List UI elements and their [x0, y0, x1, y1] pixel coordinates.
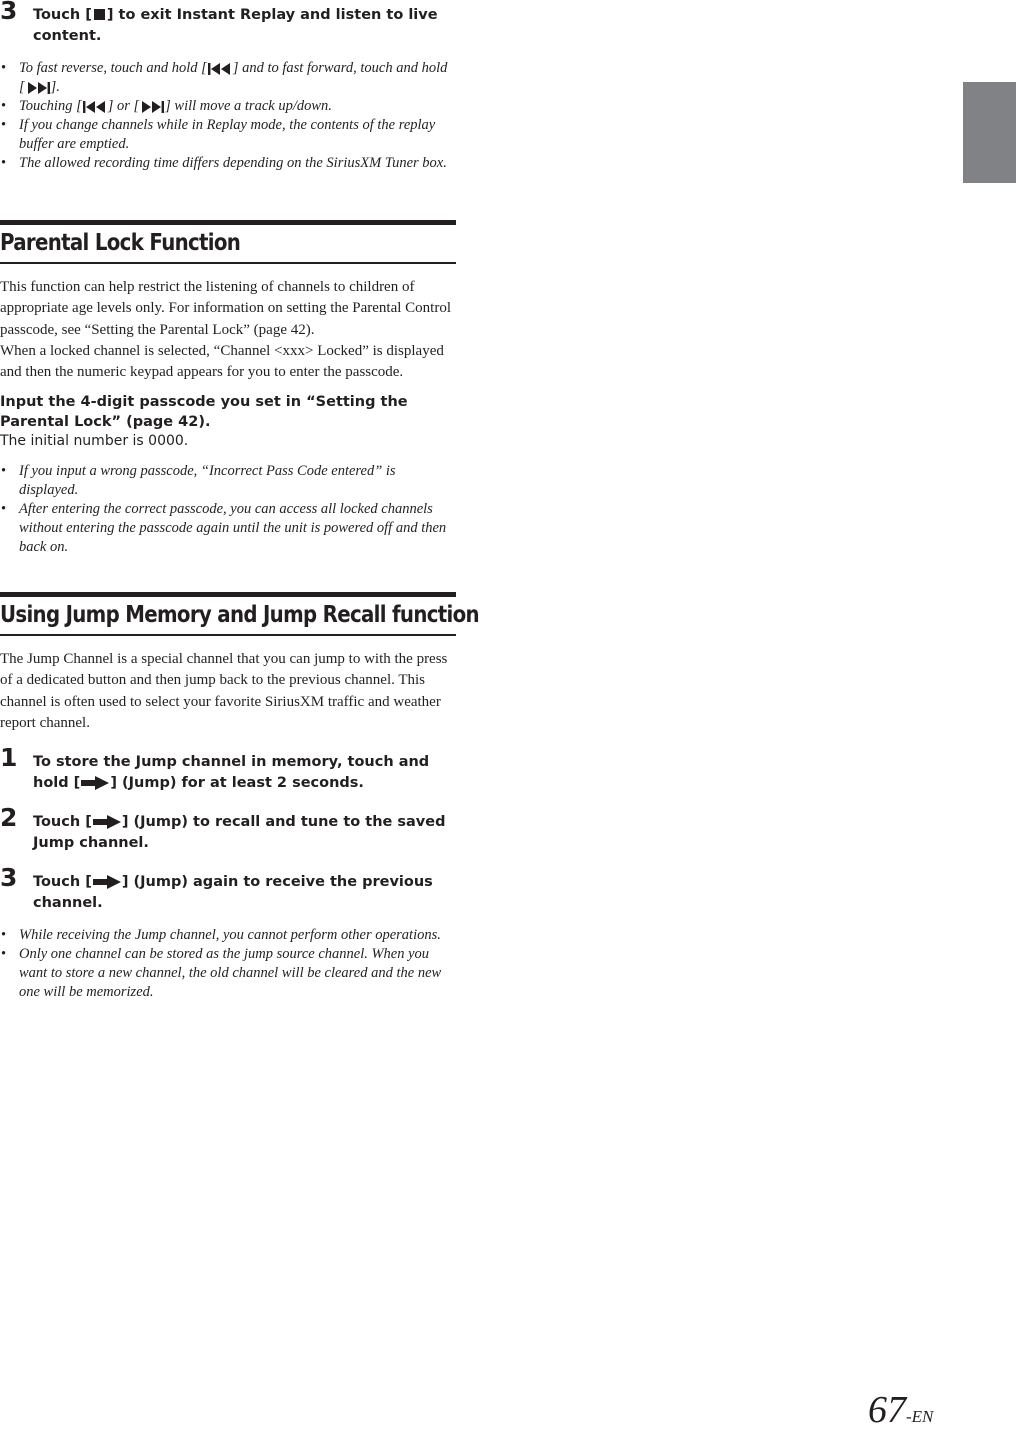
jump-body [0, 649, 456, 734]
side-tab [963, 82, 1016, 183]
step-number: 2 [0, 803, 18, 832]
jump-step-3 [0, 863, 456, 914]
fast-forward-icon [25, 81, 51, 95]
step-text-before: Touch [ [33, 874, 92, 890]
bullet-text: ] will move a track up/down. [165, 98, 332, 114]
jump-arrow-icon [80, 775, 110, 791]
bullet-text: While receiving the Jump channel, you cannot perform other operations. [19, 927, 441, 943]
step-text-after: ] (Jump) again to receive the previous channel. [33, 874, 433, 911]
bullet-text: ] or [ [107, 98, 140, 114]
jump-step-2 [0, 803, 456, 854]
bullet-wrong-passcode: • If you input a wrong passcode, “Incorrect Pass Code entered” is displayed. [1, 463, 396, 499]
rewind-icon [82, 100, 108, 114]
bullet-one-channel: • Only one channel can be stored as the jump source channel. When you want to store a new channel, the old channel will be cleared and the new one will be memorized. [1, 946, 442, 1000]
bullet-fast-reverse-forward: • To fast reverse, touch and hold [ ] and to fast forward, touch and hold [ ]. [1, 60, 448, 95]
jump-notes [0, 926, 456, 1002]
page-number-suffix: -EN [906, 1407, 934, 1426]
initial-number: The initial number is 0000. [0, 433, 189, 450]
bullet-track-move: • Touching [ ] or [ ] will move a track up/down. [1, 98, 332, 114]
instruction: Input the 4-digit passcode you set in “Setting the Parental Lock” (page 42). [0, 394, 408, 431]
jump-arrow-icon [92, 874, 122, 890]
step-number: 1 [0, 743, 18, 772]
step-text-after: ] (Jump) to recall and tune to the saved Jump channel. [33, 814, 446, 851]
bullet-text: Only one channel can be stored as the jump source channel. When you want to store a new channel, the old channel will be cleared and the new one will be memorized. [19, 946, 442, 1000]
section-heading-jump [0, 592, 479, 636]
bullet-replay-buffer: • If you change channels while in Replay mode, the contents of the replay buffer are emptied. [1, 117, 436, 152]
step-text-before: Touch [ [33, 814, 92, 830]
bullet-text: ] and to fast forward, touch and hold [ [19, 60, 448, 95]
jump-arrow-icon [92, 814, 122, 830]
bullet-text: After entering the correct passcode, you can access all locked channels without entering the passcode again until the unit is powered off and then back on. [19, 501, 447, 556]
bullet-text: To fast reverse, touch and hold [ [19, 60, 207, 76]
jump-step-1 [0, 743, 456, 794]
bullet-jump-receiving: • While receiving the Jump channel, you cannot perform other operations. [1, 927, 441, 943]
paragraph: When a locked channel is selected, “Channel <xxx> Locked” is displayed and then the numeric keypad appears for you to enter the passcode. [0, 342, 444, 381]
bullet-recording-time: • The allowed recording time differs depending on the SiriusXM Tuner box. [1, 155, 447, 171]
step-number: 3 [0, 0, 18, 25]
bullet-text: ]. [50, 79, 60, 95]
section-title: Parental Lock Function [0, 230, 241, 256]
section-title: Using Jump Memory and Jump Recall function [0, 602, 479, 628]
paragraph: This function can help restrict the listening of channels to children of appropriate age levels only. For information on setting the Parental Control passcode, see “Setting the Parental Lock” (page 42). [0, 279, 452, 338]
bullet-text: Touching [ [19, 98, 82, 114]
step-text-before: Touch [ [33, 7, 92, 23]
bullet-correct-passcode: • After entering the correct passcode, you can access all locked channels without entering the passcode again until the unit is powered off and then back on. [1, 501, 447, 556]
step-text-after: ] to exit Instant Replay and listen to live content. [33, 7, 438, 44]
rewind-icon [207, 62, 233, 76]
stop-square-icon [94, 9, 105, 20]
step-text-before: To store the Jump channel in memory, touch and hold [ [33, 754, 430, 791]
paragraph: The Jump Channel is a special channel that you can jump to with the press of a dedicated button and then jump back to the previous channel. This channel is often used to select your favorite SiriusXM traffic and weather report channel. [0, 651, 448, 731]
page-number [868, 1388, 933, 1432]
bullet-text: If you change channels while in Replay mode, the contents of the replay buffer are emptied. [19, 117, 436, 152]
replay-notes [0, 59, 456, 173]
bullet-text: If you input a wrong passcode, “Incorrect Pass Code entered” is displayed. [19, 463, 396, 499]
parental-body [0, 277, 456, 557]
section-heading-parental [0, 220, 456, 264]
page-number-value: 67 [868, 1389, 906, 1431]
bullet-text: The allowed recording time differs depending on the SiriusXM Tuner box. [19, 155, 447, 171]
fast-forward-icon [139, 100, 165, 114]
step-number: 3 [0, 863, 18, 892]
step-3-exit-replay [0, 0, 456, 47]
step-text-after: ] (Jump) for at least 2 seconds. [110, 775, 364, 791]
